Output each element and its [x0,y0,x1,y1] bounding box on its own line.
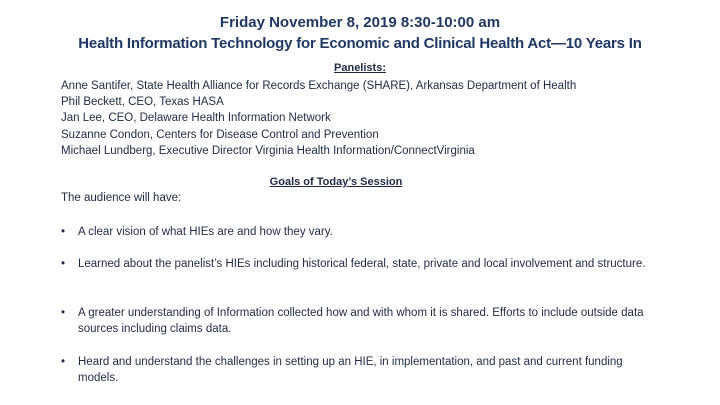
bullet-icon: • [61,356,66,368]
session-date: Friday November 8, 2019 8:30-10:00 am [219,14,501,31]
panelists-heading: Panelists: [334,62,386,74]
goals-heading: Goals of Today’s Session [269,176,403,188]
panelist-item: Michael Lundberg, Executive Director Virginia Health Information/ConnectVirginia [61,144,475,157]
goal-text: Learned about the panelist’s HIEs including historical federal, state, private and local involvement and structure. [78,258,646,270]
session-title: Health Information Technology for Economic and Clinical Health Act—10 Years In [78,35,642,52]
goal-text: A greater understanding of Information collected how and with whom it is shared. Efforts to include outside data sources including claims data. [78,307,644,336]
bullet-icon: • [61,307,66,319]
goal-text: A clear vision of what HIEs are and how they vary. [78,226,333,238]
panelist-item: Phil Beckett, CEO, Texas HASA [61,96,224,109]
panelist-item: Anne Santifer, State Health Alliance for Records Exchange (SHARE), Arkansas Department of Health [61,80,577,92]
bullet-icon: • [61,226,66,238]
bullet-icon: • [61,258,66,270]
panelists-list [61,78,576,159]
goal-text: Heard and understand the challenges in setting up an HIE, in implementation, and past and current funding models. [78,356,623,385]
goals-intro: The audience will have: [61,192,182,204]
panelist-item: Suzanne Condon, Centers for Disease Control and Prevention [61,128,379,141]
panelist-item: Jan Lee, CEO, Delaware Health Information Network [61,112,331,125]
